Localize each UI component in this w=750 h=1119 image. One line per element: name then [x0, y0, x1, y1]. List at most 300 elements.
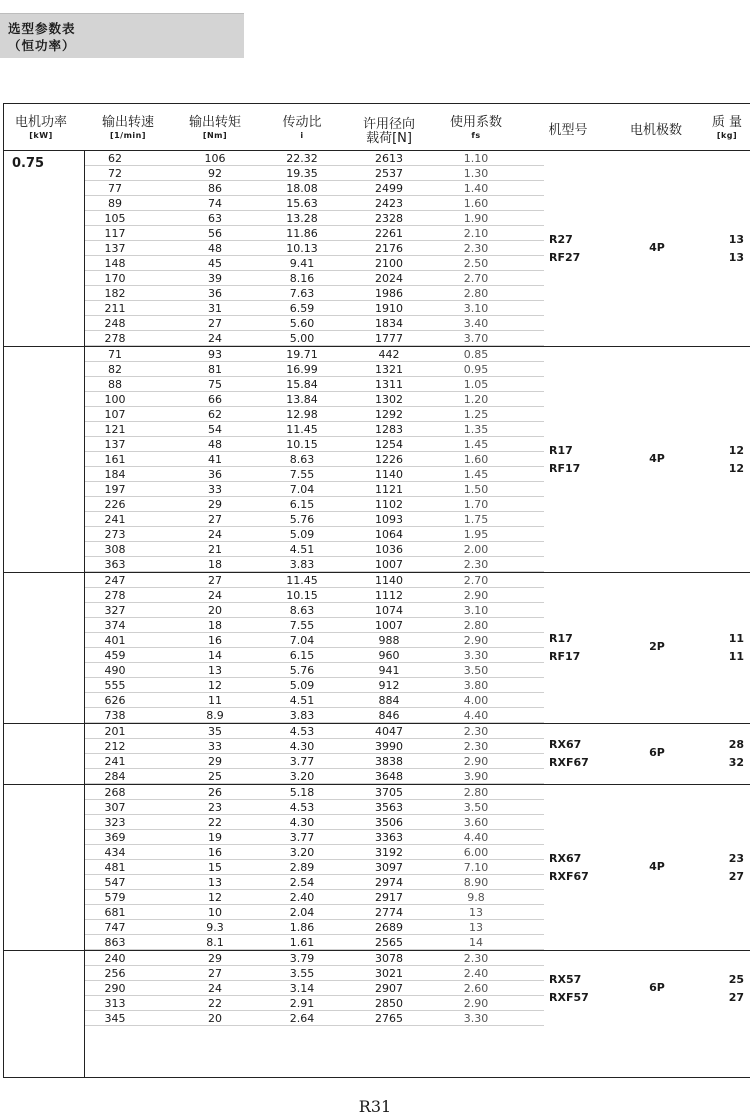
- cell-speed: 100: [104, 393, 126, 406]
- cell-torque: 20: [208, 1012, 222, 1025]
- cell-speed: 137: [104, 242, 126, 255]
- model-name: R17: [549, 443, 573, 457]
- cell-load: 2328: [375, 212, 403, 225]
- table-row: [4, 966, 750, 981]
- cell-speed: 89: [108, 197, 122, 210]
- cell-torque: 29: [208, 952, 222, 965]
- cell-torque: 20: [208, 604, 222, 617]
- cell-ratio: 5.76: [289, 664, 315, 677]
- cell-speed: 72: [108, 167, 122, 180]
- cell-fs: 1.90: [463, 212, 489, 225]
- cell-fs: 4.40: [463, 831, 489, 844]
- table-row: [4, 407, 750, 422]
- cell-ratio: 7.63: [289, 287, 315, 300]
- cell-ratio: 4.30: [289, 816, 315, 829]
- cell-ratio: 7.55: [289, 619, 315, 632]
- cell-torque: 33: [208, 740, 222, 753]
- header-mass: [704, 116, 750, 141]
- cell-ratio: 3.20: [289, 846, 315, 859]
- header-ratio-unit: i: [300, 131, 304, 140]
- mass-value: 12: [728, 461, 744, 475]
- cell-load: 2499: [375, 182, 403, 195]
- cell-torque: 16: [208, 846, 222, 859]
- cell-ratio: 5.18: [289, 786, 315, 799]
- cell-torque: 106: [204, 152, 226, 165]
- cell-fs: 1.30: [463, 167, 489, 180]
- cell-fs: 6.00: [463, 846, 489, 859]
- cell-speed: 459: [104, 649, 126, 662]
- cell-fs: 3.30: [463, 649, 489, 662]
- cell-load: 1226: [375, 453, 403, 466]
- cell-fs: 14: [469, 936, 483, 949]
- cell-speed: 681: [104, 906, 126, 919]
- header-mass-label: 质 量: [711, 115, 743, 130]
- model-name: RX67: [549, 851, 582, 865]
- table-row: [4, 693, 750, 708]
- cell-ratio: 4.53: [289, 801, 315, 814]
- model-group: [4, 785, 750, 951]
- cell-speed: 241: [104, 755, 126, 768]
- header-torque-unit: [Nm]: [202, 131, 228, 140]
- cell-fs: 1.75: [463, 513, 489, 526]
- cell-torque: 92: [208, 167, 222, 180]
- cell-torque: 27: [208, 967, 222, 980]
- cell-ratio: 4.51: [289, 694, 315, 707]
- cell-ratio: 10.13: [286, 242, 318, 255]
- cell-fs: 1.25: [463, 408, 489, 421]
- table-row: [4, 467, 750, 482]
- cell-ratio: 3.83: [289, 709, 315, 722]
- cell-torque: 81: [208, 363, 222, 376]
- motor-poles: 4P: [649, 451, 665, 465]
- table-row: [4, 890, 750, 905]
- power-value: 0.75: [12, 156, 45, 171]
- header-model: [532, 124, 604, 138]
- cell-ratio: 2.89: [289, 861, 315, 874]
- table-row: [4, 663, 750, 678]
- mass-value: 23: [728, 851, 744, 865]
- cell-ratio: 2.04: [289, 906, 315, 919]
- cell-fs: 2.60: [463, 982, 489, 995]
- cell-torque: 26: [208, 786, 222, 799]
- cell-ratio: 4.51: [289, 543, 315, 556]
- header-speed-unit: [1/min]: [109, 131, 147, 140]
- cell-fs: 8.90: [463, 876, 489, 889]
- cell-fs: 3.10: [463, 604, 489, 617]
- cell-torque: 22: [208, 997, 222, 1010]
- cell-ratio: 12.98: [286, 408, 318, 421]
- cell-speed: 241: [104, 513, 126, 526]
- table-row: [4, 482, 750, 497]
- table-row: [4, 785, 750, 800]
- table-row: [4, 422, 750, 437]
- cell-torque: 36: [208, 287, 222, 300]
- cell-load: 1007: [375, 619, 403, 632]
- cell-speed: 226: [104, 498, 126, 511]
- cell-torque: 13: [208, 664, 222, 677]
- cell-fs: 2.90: [463, 634, 489, 647]
- cell-torque: 24: [208, 589, 222, 602]
- table-row: [4, 845, 750, 860]
- table-row: [4, 754, 750, 769]
- cell-fs: 3.40: [463, 317, 489, 330]
- cell-load: 2907: [375, 982, 403, 995]
- cell-speed: 345: [104, 1012, 126, 1025]
- model-name: RX57: [549, 972, 582, 986]
- table-row: [4, 271, 750, 286]
- cell-fs: 1.40: [463, 182, 489, 195]
- cell-fs: 0.95: [463, 363, 489, 376]
- cell-ratio: 8.63: [289, 604, 315, 617]
- table-row: [4, 527, 750, 542]
- cell-load: 1102: [375, 498, 403, 511]
- cell-torque: 29: [208, 755, 222, 768]
- table-row: [4, 905, 750, 920]
- cell-fs: 3.50: [463, 801, 489, 814]
- cell-fs: 2.90: [463, 589, 489, 602]
- cell-speed: 579: [104, 891, 126, 904]
- cell-load: 2917: [375, 891, 403, 904]
- cell-ratio: 3.77: [289, 755, 315, 768]
- cell-ratio: 1.86: [289, 921, 315, 934]
- cell-speed: 307: [104, 801, 126, 814]
- cell-load: 2774: [375, 906, 403, 919]
- cell-torque: 45: [208, 257, 222, 270]
- section-title-box: [0, 14, 244, 58]
- cell-speed: 117: [104, 227, 126, 240]
- cell-load: 941: [378, 664, 400, 677]
- header-load: [354, 118, 424, 146]
- table-row: [4, 724, 750, 739]
- cell-fs: 2.30: [463, 558, 489, 571]
- cell-load: 2423: [375, 197, 403, 210]
- cell-fs: 2.30: [463, 740, 489, 753]
- cell-torque: 29: [208, 498, 222, 511]
- cell-load: 1321: [375, 363, 403, 376]
- table-row: [4, 588, 750, 603]
- table-row: [4, 830, 750, 845]
- cell-load: 2100: [375, 257, 403, 270]
- header-ratio-label: 传动比: [282, 115, 322, 130]
- cell-fs: 1.95: [463, 528, 489, 541]
- cell-load: 2537: [375, 167, 403, 180]
- cell-torque: 48: [208, 438, 222, 451]
- cell-torque: 75: [208, 378, 222, 391]
- cell-ratio: 5.00: [289, 332, 315, 345]
- cell-load: 4047: [375, 725, 403, 738]
- cell-fs: 2.40: [463, 967, 489, 980]
- model-name: RF17: [549, 650, 581, 663]
- mass-value: 13: [728, 250, 744, 264]
- cell-load: 2689: [375, 921, 403, 934]
- cell-speed: 327: [104, 604, 126, 617]
- cell-speed: 184: [104, 468, 126, 481]
- cell-speed: 363: [104, 558, 126, 571]
- cell-load: 1311: [375, 378, 403, 391]
- cell-fs: 2.80: [463, 287, 489, 300]
- table-row: [4, 301, 750, 316]
- cell-ratio: 13.84: [286, 393, 318, 406]
- table-row: [4, 181, 750, 196]
- cell-ratio: 15.63: [286, 197, 318, 210]
- cell-torque: 15: [208, 861, 222, 874]
- cell-load: 1093: [375, 513, 403, 526]
- header-fs-label: 使用系数: [449, 115, 502, 130]
- cell-ratio: 1.61: [289, 936, 315, 949]
- cell-ratio: 9.41: [289, 257, 315, 270]
- cell-speed: 278: [104, 332, 126, 345]
- cell-torque: 41: [208, 453, 222, 466]
- model-name: RF17: [549, 461, 581, 475]
- header-torque: [176, 116, 254, 141]
- cell-speed: 290: [104, 982, 126, 995]
- mass-value: 11: [728, 650, 744, 663]
- cell-speed: 88: [108, 378, 122, 391]
- table-row: [4, 708, 750, 723]
- table-row: [4, 437, 750, 452]
- cell-fs: 1.50: [463, 483, 489, 496]
- cell-speed: 747: [104, 921, 126, 934]
- cell-torque: 66: [208, 393, 222, 406]
- mass-value: 27: [728, 869, 744, 883]
- cell-load: 1074: [375, 604, 403, 617]
- cell-speed: 71: [108, 348, 122, 361]
- cell-torque: 24: [208, 982, 222, 995]
- mass-value: 25: [728, 972, 744, 986]
- cell-load: 442: [378, 348, 400, 361]
- cell-fs: 1.45: [463, 438, 489, 451]
- table-row: [4, 860, 750, 875]
- cell-torque: 12: [208, 891, 222, 904]
- cell-speed: 273: [104, 528, 126, 541]
- header-fs-unit: fs: [471, 131, 481, 140]
- cell-torque: 24: [208, 528, 222, 541]
- motor-poles: 2P: [649, 640, 665, 653]
- table-row: [4, 935, 750, 950]
- cell-ratio: 15.84: [286, 378, 318, 391]
- model-name: R27: [549, 232, 573, 246]
- cell-ratio: 3.14: [289, 982, 315, 995]
- cell-load: 3648: [375, 770, 403, 783]
- cell-speed: 248: [104, 317, 126, 330]
- cell-ratio: 4.53: [289, 725, 315, 738]
- cell-load: 2024: [375, 272, 403, 285]
- cell-speed: 240: [104, 952, 126, 965]
- cell-load: 2261: [375, 227, 403, 240]
- cell-fs: 2.80: [463, 619, 489, 632]
- cell-speed: 211: [104, 302, 126, 315]
- cell-load: 1007: [375, 558, 403, 571]
- cell-speed: 62: [108, 152, 122, 165]
- cell-fs: 2.70: [463, 272, 489, 285]
- cell-torque: 48: [208, 242, 222, 255]
- motor-poles: 6P: [649, 746, 665, 759]
- cell-fs: 1.60: [463, 197, 489, 210]
- cell-load: 1140: [375, 574, 403, 587]
- cell-torque: 10: [208, 906, 222, 919]
- cell-load: 1254: [375, 438, 403, 451]
- cell-torque: 36: [208, 468, 222, 481]
- cell-fs: 13: [469, 921, 483, 934]
- mass-value: 11: [728, 632, 744, 645]
- cell-speed: 490: [104, 664, 126, 677]
- model-name: RXF57: [549, 990, 589, 1004]
- cell-torque: 9.3: [206, 921, 224, 934]
- cell-torque: 33: [208, 483, 222, 496]
- mass-value: 28: [728, 738, 744, 751]
- cell-torque: 11: [208, 694, 222, 707]
- cell-ratio: 4.30: [289, 740, 315, 753]
- header-fs: [436, 116, 516, 141]
- cell-torque: 93: [208, 348, 222, 361]
- header-mass-unit: [kg]: [716, 131, 738, 140]
- cell-speed: 137: [104, 438, 126, 451]
- header-power-unit: [kW]: [29, 131, 53, 140]
- cell-fs: 1.60: [463, 453, 489, 466]
- cell-fs: 2.90: [463, 755, 489, 768]
- cell-fs: 2.30: [463, 242, 489, 255]
- header-ratio: [262, 116, 342, 141]
- cell-load: 3506: [375, 816, 403, 829]
- cell-ratio: 11.45: [286, 574, 318, 587]
- table-row: [4, 226, 750, 241]
- table-row: [4, 211, 750, 226]
- page-number: R31: [358, 1097, 392, 1116]
- table-row: [4, 362, 750, 377]
- table-header: [4, 104, 750, 150]
- table-row: [4, 951, 750, 966]
- header-power: [6, 116, 76, 141]
- cell-load: 1986: [375, 287, 403, 300]
- model-group: [4, 951, 750, 1026]
- cell-speed: 401: [104, 634, 126, 647]
- motor-poles: 4P: [649, 240, 665, 254]
- table-row: [4, 920, 750, 935]
- table-row: [4, 769, 750, 784]
- table-row: [4, 542, 750, 557]
- cell-fs: 1.70: [463, 498, 489, 511]
- cell-torque: 14: [208, 649, 222, 662]
- section-subtitle: （恒功率）: [8, 38, 76, 53]
- cell-fs: 1.05: [463, 378, 489, 391]
- cell-ratio: 6.15: [289, 498, 315, 511]
- cell-fs: 2.50: [463, 257, 489, 270]
- cell-ratio: 19.71: [286, 348, 318, 361]
- cell-fs: 4.00: [463, 694, 489, 707]
- cell-torque: 86: [208, 182, 222, 195]
- cell-fs: 2.90: [463, 997, 489, 1010]
- cell-torque: 54: [208, 423, 222, 436]
- cell-speed: 107: [104, 408, 126, 421]
- cell-speed: 161: [104, 453, 126, 466]
- header-torque-label: 输出转矩: [188, 115, 241, 130]
- cell-ratio: 3.20: [289, 770, 315, 783]
- table-row: [4, 618, 750, 633]
- cell-ratio: 7.55: [289, 468, 315, 481]
- cell-torque: 27: [208, 317, 222, 330]
- cell-load: 3192: [375, 846, 403, 859]
- cell-speed: 197: [104, 483, 126, 496]
- table-row: [4, 1011, 750, 1026]
- table-row: [4, 331, 750, 346]
- table-row: [4, 648, 750, 663]
- cell-torque: 31: [208, 302, 222, 315]
- cell-load: 1064: [375, 528, 403, 541]
- cell-ratio: 11.45: [286, 423, 318, 436]
- cell-speed: 313: [104, 997, 126, 1010]
- cell-speed: 201: [104, 725, 126, 738]
- cell-speed: 308: [104, 543, 126, 556]
- cell-load: 1140: [375, 468, 403, 481]
- cell-fs: 2.10: [463, 227, 489, 240]
- table-row: [4, 573, 750, 588]
- table-row: [4, 196, 750, 211]
- cell-speed: 626: [104, 694, 126, 707]
- cell-fs: 3.70: [463, 332, 489, 345]
- cell-speed: 481: [104, 861, 126, 874]
- cell-torque: 21: [208, 543, 222, 556]
- cell-ratio: 7.04: [289, 634, 315, 647]
- table-row: [4, 739, 750, 754]
- table-row: [4, 316, 750, 331]
- selection-table: [3, 103, 750, 1078]
- cell-load: 2765: [375, 1012, 403, 1025]
- table-row: [4, 241, 750, 256]
- cell-speed: 555: [104, 679, 126, 692]
- cell-torque: 56: [208, 227, 222, 240]
- cell-ratio: 3.79: [289, 952, 315, 965]
- cell-torque: 12: [208, 679, 222, 692]
- cell-load: 1292: [375, 408, 403, 421]
- cell-fs: 4.40: [463, 709, 489, 722]
- cell-ratio: 22.32: [286, 152, 318, 165]
- cell-load: 1834: [375, 317, 403, 330]
- cell-fs: 1.35: [463, 423, 489, 436]
- cell-load: 2613: [375, 152, 403, 165]
- cell-load: 3363: [375, 831, 403, 844]
- table-row: [4, 497, 750, 512]
- cell-torque: 16: [208, 634, 222, 647]
- mass-value: 12: [728, 443, 744, 457]
- model-name: RF27: [549, 250, 581, 264]
- cell-load: 3078: [375, 952, 403, 965]
- header-speed-label: 输出转速: [101, 115, 154, 130]
- section-title: 选型参数表: [8, 21, 76, 36]
- header-speed: [90, 116, 166, 141]
- cell-speed: 148: [104, 257, 126, 270]
- cell-fs: 1.20: [463, 393, 489, 406]
- cell-torque: 8.9: [206, 709, 224, 722]
- cell-speed: 268: [104, 786, 126, 799]
- cell-speed: 374: [104, 619, 126, 632]
- cell-fs: 3.10: [463, 302, 489, 315]
- cell-ratio: 13.28: [286, 212, 318, 225]
- cell-torque: 27: [208, 513, 222, 526]
- cell-torque: 63: [208, 212, 222, 225]
- cell-ratio: 7.04: [289, 483, 315, 496]
- table-row: [4, 452, 750, 467]
- cell-torque: 22: [208, 816, 222, 829]
- cell-speed: 278: [104, 589, 126, 602]
- cell-fs: 2.80: [463, 786, 489, 799]
- cell-torque: 18: [208, 619, 222, 632]
- cell-torque: 18: [208, 558, 222, 571]
- cell-load: 3097: [375, 861, 403, 874]
- cell-load: 3990: [375, 740, 403, 753]
- cell-torque: 27: [208, 574, 222, 587]
- table-row: [4, 166, 750, 181]
- cell-ratio: 2.91: [289, 997, 315, 1010]
